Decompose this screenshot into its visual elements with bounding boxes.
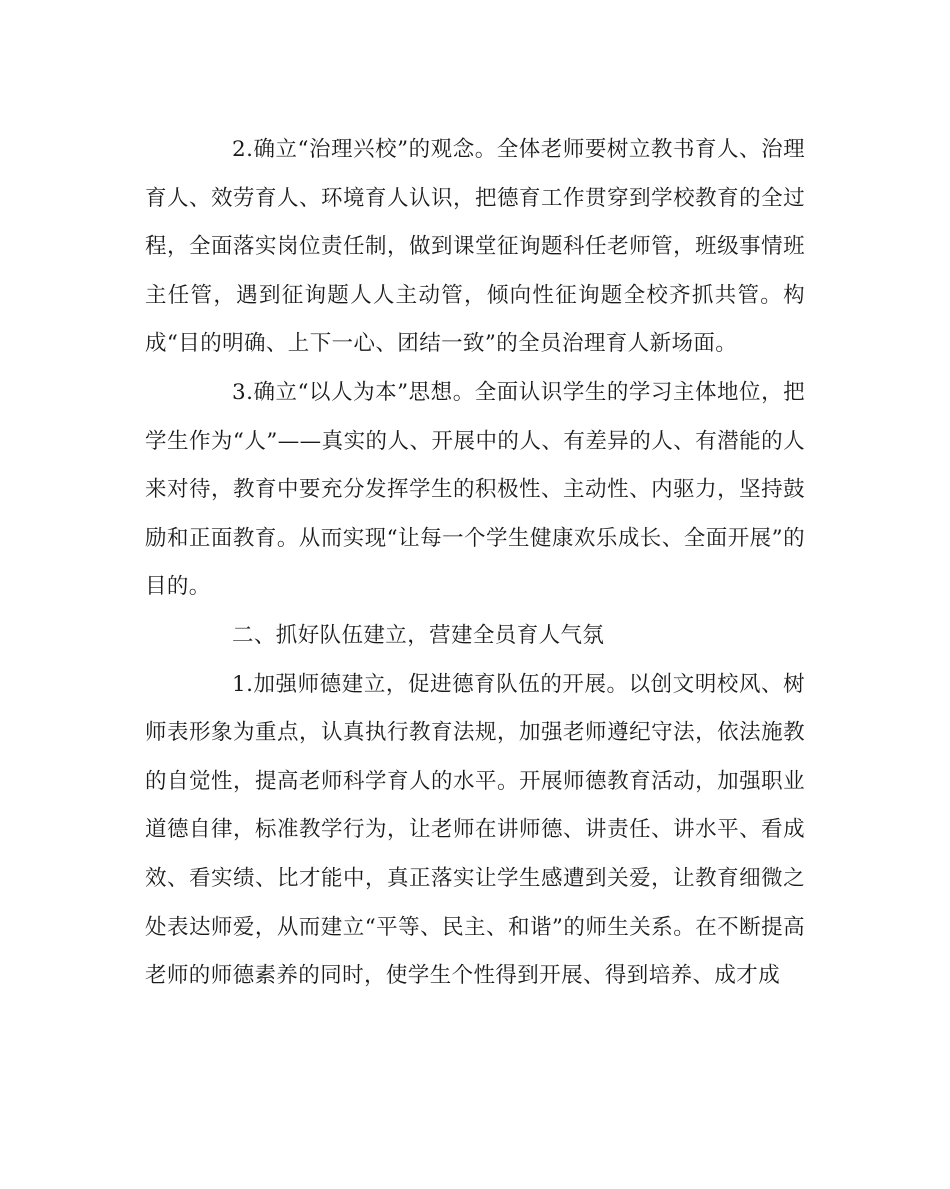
paragraph-teacher-ethics: 1.加强师德建立，促进德育队伍的开展。以创文明校风、树师表形象为重点，认真执行教育法规，加强老师遵纪守法，依法施教的自觉性，提高老师科学育人的水平。开展师德教育活动，加强职业道德自律，标准教学行为，让老师在讲师德、讲责任、讲水平、看成效、看实绩、比才能中，真正落实让学生感遭到关爱，让教育细微之处表达师爱，从而建立“平等、民主、和谐”的师生关系。在不断提高老师的师德素养的同时，使学生个性得到开展、得到培养、成才成	[145, 671, 805, 989]
document-body	[145, 126, 805, 1001]
paragraph-people-oriented: 3.确立“以人为本”思想。全面认识学生的学习主体地位，把学生作为“人”——真实的人、开展中的人、有差异的人、有潜能的人来对待，教育中要充分发挥学生的积极性、主动性、内驱力，坚持鼓励和正面教育。从而实现“让每一个学生健康欢乐成长、全面开展”的目的。	[145, 379, 805, 600]
paragraph-governance: 2.确立“治理兴校”的观念。全体老师要树立教书育人、治理育人、效劳育人、环境育人认识，把德育工作贯穿到学校教育的全过程，全面落实岗位责任制，做到课堂征询题科任老师管，班级事情班主任管，遇到征询题人人主动管，倾向性征询题全校齐抓共管。构成“目的明确、上下一心、团结一致”的全员治理育人新场面。	[145, 137, 805, 357]
section-heading-team-building: 二、抓好队伍建立，营建全员育人气氛	[232, 622, 605, 648]
